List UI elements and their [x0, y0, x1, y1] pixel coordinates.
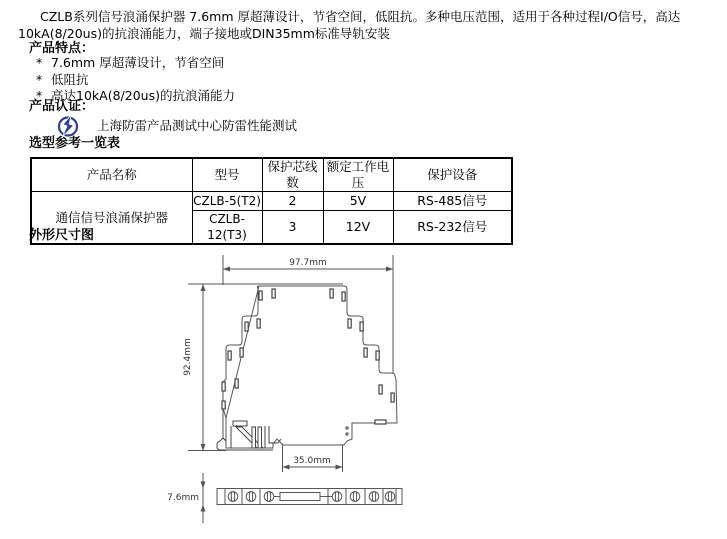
bullet-marker: * — [36, 88, 43, 103]
device-cell: RS-232信号 — [393, 211, 512, 245]
feature-item — [36, 72, 235, 89]
certification-text: 上海防雷产品测试中心防雷性能测试 — [97, 118, 298, 133]
table-header-row — [31, 158, 512, 192]
column-header-device: 保护设备 — [393, 158, 512, 192]
feature-text: 7.6mm 厚超薄设计，节省空间 — [51, 55, 225, 70]
height-dimension-label: 92.4mm — [183, 338, 193, 376]
feature-item — [36, 55, 235, 72]
model-cell: CZLB-12(T3) — [192, 211, 262, 245]
column-header-model: 型号 — [192, 158, 262, 192]
model-cell: CZLB-5(T2) — [192, 192, 262, 211]
dimension-diagram — [160, 245, 420, 537]
width-dimension-label: 97.7mm — [289, 258, 327, 268]
cores-cell: 3 — [262, 211, 323, 245]
product-name-cell: 通信信号浪涌保护器 — [31, 192, 192, 245]
outline-heading: 外形尺寸图 — [29, 228, 95, 243]
cores-cell: 2 — [262, 192, 323, 211]
voltage-cell: 5V — [323, 192, 393, 211]
device-profile-outline — [223, 286, 397, 448]
column-header-cores: 保护芯线数 — [262, 158, 323, 192]
din-rail-dimension — [283, 444, 343, 472]
device-cell: RS-485信号 — [393, 192, 512, 211]
column-header-voltage: 额定工作电压 — [323, 158, 393, 192]
feature-text: 高达10kA(8/20us)的抗浪涌能力 — [51, 88, 235, 103]
selection-table-heading: 选型参考一览表 — [29, 136, 121, 151]
feature-text: 低阻抗 — [51, 71, 89, 87]
thickness-dimension — [167, 473, 205, 523]
selection-table — [30, 157, 513, 245]
bullet-marker: * — [36, 55, 43, 70]
features-list — [36, 55, 235, 105]
thickness-dimension-label: 7.6mm — [167, 493, 199, 503]
din-rail-dimension-label: 35.0mm — [293, 456, 331, 466]
bottom-strip — [217, 489, 402, 505]
features-heading: 产品特点： — [29, 41, 95, 56]
table-row — [31, 192, 512, 211]
voltage-cell: 12V — [323, 211, 393, 245]
intro-paragraph: CZLB系列信号浪涌保护器 7.6mm 厚超薄设计，节省空间，低阻抗。多种电压范围，适用于各种过程I/O信号，高达10kA(8/20us)的抗浪涌能力，端子接地或DIN35mm标准导轨安装 — [18, 9, 681, 41]
bullet-marker: * — [36, 71, 43, 87]
certification-heading: 产品认证： — [29, 99, 95, 114]
column-header-product: 产品名称 — [31, 158, 192, 192]
